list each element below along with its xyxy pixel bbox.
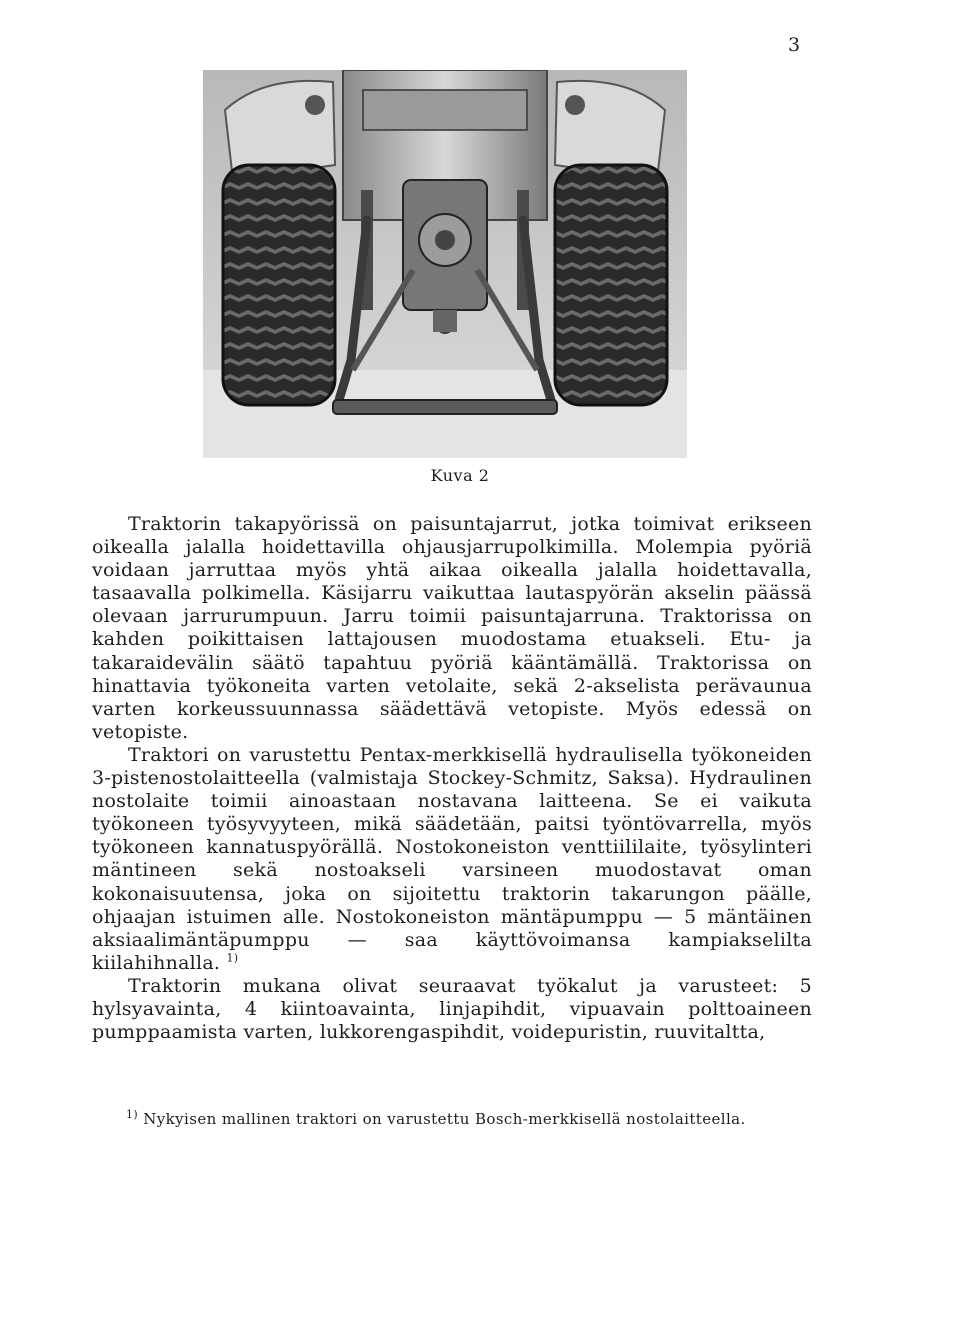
footnote-mark: 1) xyxy=(126,1108,139,1121)
figure-caption xyxy=(0,466,880,485)
paragraph-2-text: Traktori on varustettu Pentax-merkkisellä hydraulisella työkoneiden 3-pistenostolaitteella (valmistaja Stockey-Schmitz, Saksa). Hydraulinen nostolaite toimii ainoastaan nostavana laitteena. Se ei vaikuta työkoneen työsyvyyteen, mikä säädetään, paitsi työntövarrella, myös työkoneen kannatuspyörällä. Nostokoneiston venttiililaite, työsylinteri mäntineen sekä nostoakseli varsineen muodostavat oman kokonaisuutensa, joka on sijoitettu traktorin takarungon päälle, ohjaajan istuimen alle. Nostokoneiston mäntäpumppu — 5 mäntäinen aksiaalimäntäpumppu — saa käyttövoimansa kampiakselilta kiilahihnalla. xyxy=(92,743,812,974)
tractor-rear-photo xyxy=(203,70,687,458)
page-number: 3 xyxy=(788,34,801,56)
body-text xyxy=(92,513,812,1044)
paragraph-1: Traktorin takapyörissä on paisuntajarrut, jotka toimivat erikseen oikealla jalalla hoidettavilla ohjausjarrupolkimilla. Molempia pyöriä voidaan jarruttaa myös yhtä aikaa oikealla jalalla hoidettavalla, tasaavalla polkimella. Käsijarru vaikuttaa lautaspyörän akselin päässä olevaan jarrurumpuun. Jarru toimii paisuntajarruna. Traktorissa on kahden poikittaisen lattajousen muodostama etuakseli. Etu- ja takaraidevälin säätö tapahtuu pyöriä kääntämällä. Traktorissa on hinattavia työkoneita varten vetolaite, sekä 2-akselista perävaunua varten korkeussuunnassa säädettävä vetopiste. Myös edessä on vetopiste. xyxy=(92,513,812,743)
footnote xyxy=(92,1109,812,1129)
footnote-text: Nykyisen mallinen traktori on varustettu Bosch-merkkisellä nostolaitteella. xyxy=(143,1110,746,1128)
figure-caption-text: Kuva 2 xyxy=(430,466,490,485)
footnote-reference: 1) xyxy=(226,951,239,965)
paragraph-2 xyxy=(92,744,812,975)
paragraph-3: Traktorin mukana olivat seuraavat työkalut ja varusteet: 5 hylsyavainta, 4 kiintoavainta, linjapihdit, vipuavain polttoaineen pumppaamista varten, lukkorengaspihdit, voidepuristin, ruuvitaltta, xyxy=(92,974,812,1044)
